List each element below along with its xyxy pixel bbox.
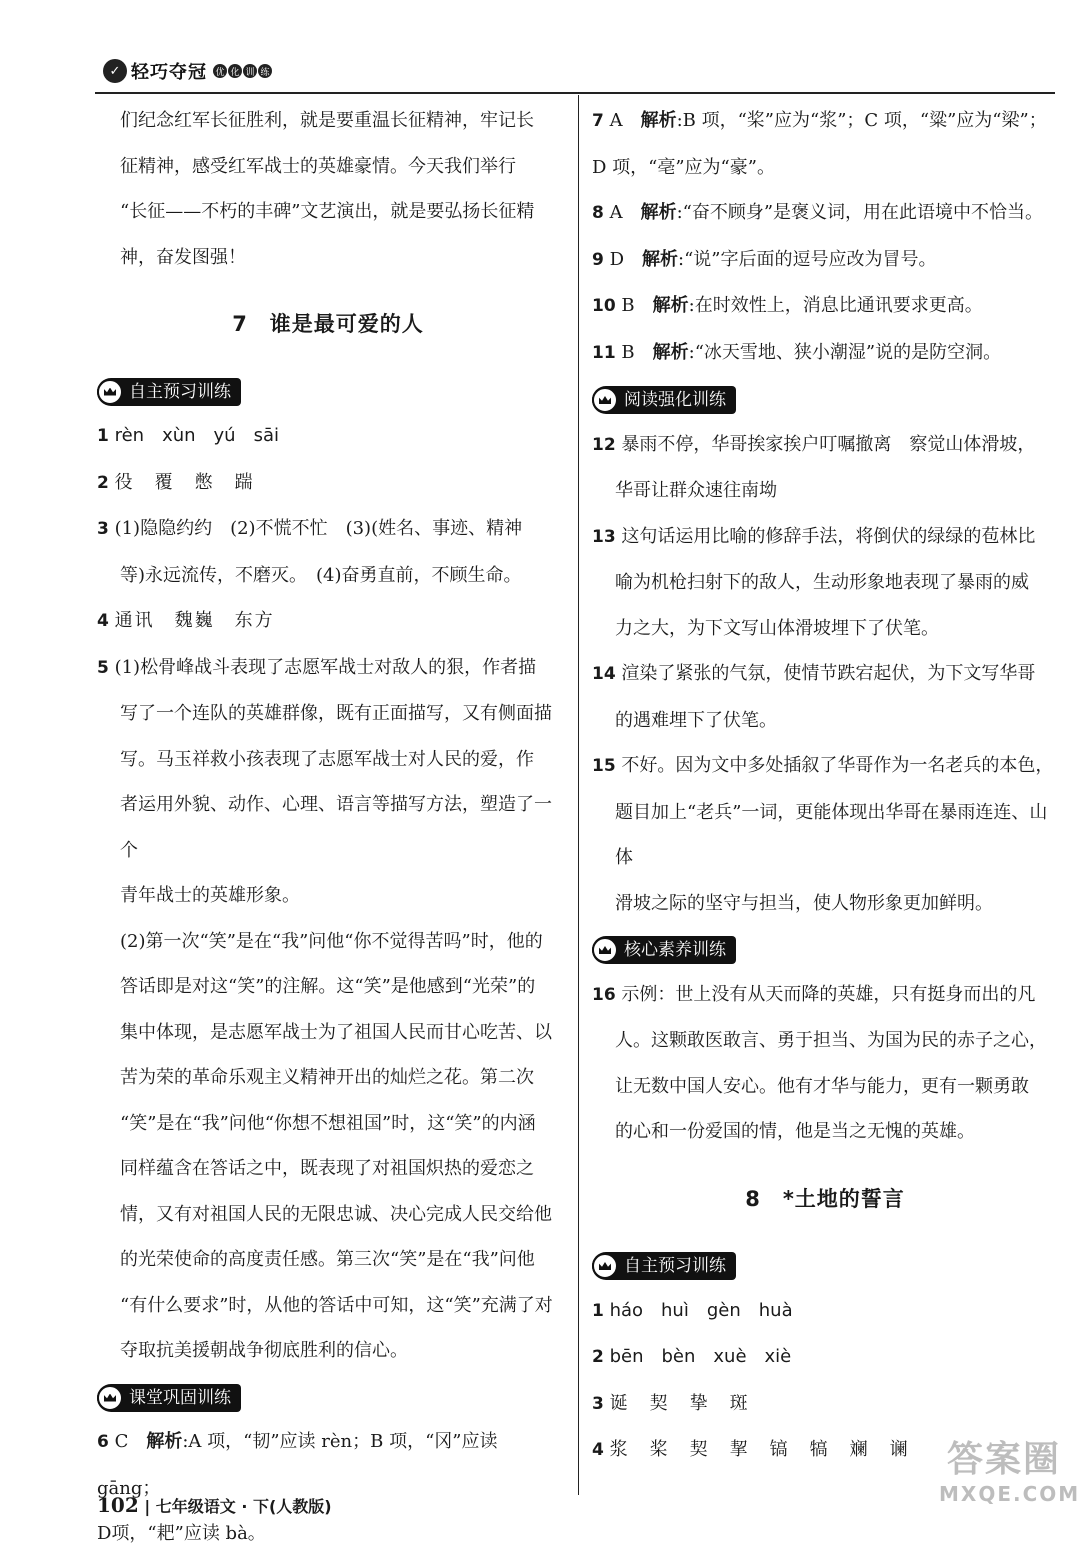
section-tag-label: 阅读强化训练 [624,390,726,410]
left-column [97,98,559,1557]
answer-text: D项，“耙”应读 bà。 [97,1523,266,1544]
answer-11 [592,330,1058,377]
explanation-label: 解析 [640,110,677,131]
crown-icon [592,937,618,963]
section-tag-label: 课堂巩固训练 [129,1387,231,1408]
section-tag-label: 自主预习训练 [129,381,231,402]
crown-icon [592,387,618,413]
explanation-label: 解析 [640,202,677,223]
answer-text: 写。马玉祥救小孩表现了志愿军战士对人民的爱，作 [120,748,534,770]
question-number: 1 [97,426,109,446]
answer-1 [97,413,559,460]
book-title: 七年级语文 · 下(人教版) [155,1497,332,1516]
explanation-label: 解析 [652,295,689,316]
question-number: 8 [592,203,604,223]
answer-text: (1)隐隐约约 (2)不慌不忙 (3)(姓名、事迹、精神 [114,518,523,539]
text-line: 们纪念红军长征胜利，就是要重温长征精神，牢记长 [120,110,534,131]
question-number: 2 [592,1347,604,1367]
answer-choice: B [621,295,635,316]
answer-text: 青年战士的英雄形象。 [120,885,300,906]
answer-text: háo huì gèn huà [609,1299,793,1321]
answer-12 [592,422,1058,514]
explanation-label: 解析 [146,1431,183,1452]
answer-choice: D [609,248,625,270]
question-number: 4 [97,611,109,631]
watermark [939,1431,1081,1506]
intro-paragraph [97,98,559,280]
question-number: 15 [592,756,616,776]
brand-sub-char: 训 [243,64,257,78]
question-number: 13 [592,526,616,547]
answer-text: (1)松骨峰战斗表现了志愿军战士对敌人的狠，作者描 [114,656,537,678]
answer-text: 者运用外貌、动作、心理、语言等描写方法，塑造了一个 [120,794,552,861]
answer-text: 的心和一份爱国的情，他是当之无愧的英雄。 [615,1121,975,1142]
answer-choice: A [609,202,623,223]
answer-8-1 [592,1288,1058,1335]
answer-text: :在时效性上，消息比通讯要求更高。 [688,295,983,316]
answer-choice: C [114,1431,129,1452]
answer-8-3 [592,1381,1058,1428]
answer-text: 华哥让群众速往南坳 [615,480,777,501]
answer-4 [97,598,559,645]
answer-text: 喻为机枪扫射下的敌人，生动形象地表现了暴雨的威 [615,572,1029,593]
answer-15 [592,743,1058,926]
question-number: 10 [592,296,616,316]
answer-8 [592,190,1058,237]
answer-text: 情，又有对祖国人民的无限忠诚、决心完成人民交给他 [120,1203,552,1225]
brand-subtitle [213,64,272,78]
answer-text: (2)第一次“笑”是在“我”问他“你不觉得苦吗”时，他的 [120,930,543,952]
answer-text: 苦为荣的革命乐观主义精神开出的灿烂之花。第二次 [120,1067,534,1088]
explanation-label: 解析 [652,341,689,363]
brand-sub-char: 优 [213,64,227,78]
question-number: 16 [592,984,616,1005]
answer-text: :“冰天雪地、狭小潮湿”说的是防空洞。 [688,341,1002,363]
question-number: 3 [592,1393,604,1414]
answer-text: 通讯 魏巍 东方 [114,610,275,631]
section-tag-label: 自主预习训练 [624,1256,726,1276]
answer-10 [592,283,1058,330]
answer-text: :A 项，“韧”应读 rèn；B 项，“冈”应读 gāng； [97,1431,498,1499]
answer-text: 滑坡之际的坚守与担当，使人物形象更加鲜明。 [615,892,993,914]
answer-text: :B 项，“桨”应为“浆”；C 项，“粱”应为“梁”； [676,110,1047,131]
answer-text: 集中体现，是志愿军战士为了祖国人民而甘心吃苦、以 [120,1021,552,1043]
column-divider [578,95,579,1495]
answer-text: 答话即是对这“笑”的注解。这“笑”是他感到“光荣”的 [120,976,536,997]
answer-text: “有什么要求”时，从他的答话中可知，这“笑”充满了对 [120,1294,553,1316]
answer-text: 示例：世上没有从天而降的英雄，只有挺身而出的凡 [621,983,1036,1005]
brand-sub-char: 练 [258,64,272,78]
question-number: 14 [592,664,616,684]
question-number: 3 [97,519,109,539]
answer-text: 的光荣使命的高度责任感。第三次“笑”是在“我”问他 [120,1249,535,1270]
answer-text: 让无数中国人安心。他有才华与能力，更有一颗勇敢 [615,1075,1029,1097]
answer-text: 人。这颗敢医敢言、勇于担当、为国为民的赤子之心， [615,1030,1047,1051]
question-number: 6 [97,1432,109,1452]
question-number: 11 [592,342,616,363]
answer-14 [592,651,1058,743]
page-footer [97,1493,332,1517]
answer-text: 暴雨不停，华哥挨家挨户叮嘱撤离 察觉山体滑坡， [621,433,1036,455]
answer-text: :“奋不顾身”是褒义词，用在此语境中不恰当。 [676,202,1044,223]
text-line: 神，奋发图强！ [120,246,246,268]
footer-separator: | [144,1497,151,1516]
question-number: 5 [97,657,109,678]
section-tag-label: 核心素养训练 [624,940,726,960]
answer-text: 题目加上“老兵”一词，更能体现出华哥在暴雨连连、山体 [615,801,1048,868]
crown-icon [97,1385,123,1411]
answer-3 [97,506,559,598]
watermark-url: MXQE.COM [939,1482,1081,1506]
answer-text: 写了一个连队的英雄群像，既有正面描写，又有侧面描 [120,703,552,724]
right-column [592,98,1058,1474]
explanation-label: 解析 [642,248,679,270]
question-number: 12 [592,434,616,455]
answer-text: rèn xùn yú sāi [114,425,280,446]
brand [103,58,272,84]
brand-name: 轻巧夺冠 [131,62,207,83]
brand-sub-char: 化 [228,64,242,78]
lesson-7-title: 7 谁是最可爱的人 [232,312,424,336]
answer-text: 渲染了紧张的气氛，使情节跌宕起伏，为下文写华哥 [621,663,1036,684]
page-number: 102 [97,1493,139,1517]
answer-text: 力之大，为下文写山体滑坡埋下了伏笔。 [615,617,939,639]
answer-text: 不好。因为文中多处插叙了华哥作为一名老兵的本色， [621,755,1054,776]
answer-text: 夺取抗美援朝战争彻底胜利的信心。 [120,1340,408,1361]
answer-text: 诞 契 挚 斑 [609,1392,750,1414]
page-header [95,52,1055,94]
answer-8-2 [592,1334,1058,1381]
answer-2 [97,460,559,507]
answer-9 [592,237,1058,284]
answer-text: D 项，“亳”应为“豪”。 [592,156,775,178]
question-number: 9 [592,249,604,270]
crown-icon [592,1253,618,1279]
answer-text: 的遇难埋下了伏笔。 [615,709,777,731]
lesson-8-title: 8 *土地的誓言 [745,1186,905,1211]
text-line: “长征——不朽的丰碑”文艺演出，就是要弘扬长征精 [120,201,535,222]
answer-7 [592,98,1058,190]
answer-text: 同样蕴含在答话之中，既表现了对祖国炽热的爱恋之 [120,1158,534,1179]
answer-text: 浆 桨 契 挈 镐 犒 斓 谰 [609,1439,910,1460]
answer-text: :“说”字后面的逗号应改为冒号。 [678,248,937,270]
question-number: 2 [97,472,109,493]
answer-13 [592,514,1058,652]
section-tag-preview [97,378,241,406]
answer-text: 等)永远流传，不磨灭。 (4)奋勇直前，不顾生命。 [120,564,522,586]
answer-text: bēn bèn xuè xiè [609,1346,792,1367]
answer-choice: B [621,341,635,363]
section-tag-core [592,936,736,964]
brand-logo-icon: ✓ [103,59,127,83]
crown-icon [97,379,123,405]
watermark-title: 答案圈 [946,1439,1061,1480]
answer-5 [97,645,559,1374]
answer-choice: A [609,110,623,131]
question-number: 1 [592,1300,604,1321]
question-number: 4 [592,1440,604,1460]
section-tag-reading [592,386,736,414]
answer-text: 役 覆 憋 踹 [114,471,255,493]
text-line: 征精神，感受红军战士的英雄豪情。今天我们举行 [120,155,516,177]
question-number: 7 [592,111,604,131]
answer-text: 这句话运用比喻的修辞手法，将倒伏的绿绿的苞林比 [621,525,1036,547]
answer-16 [592,972,1058,1155]
section-tag-classroom [97,1384,241,1412]
section-tag-preview-2 [592,1252,736,1280]
answer-text: “笑”是在“我”问他“你想不想祖国”时，这“笑”的内涵 [120,1112,536,1134]
